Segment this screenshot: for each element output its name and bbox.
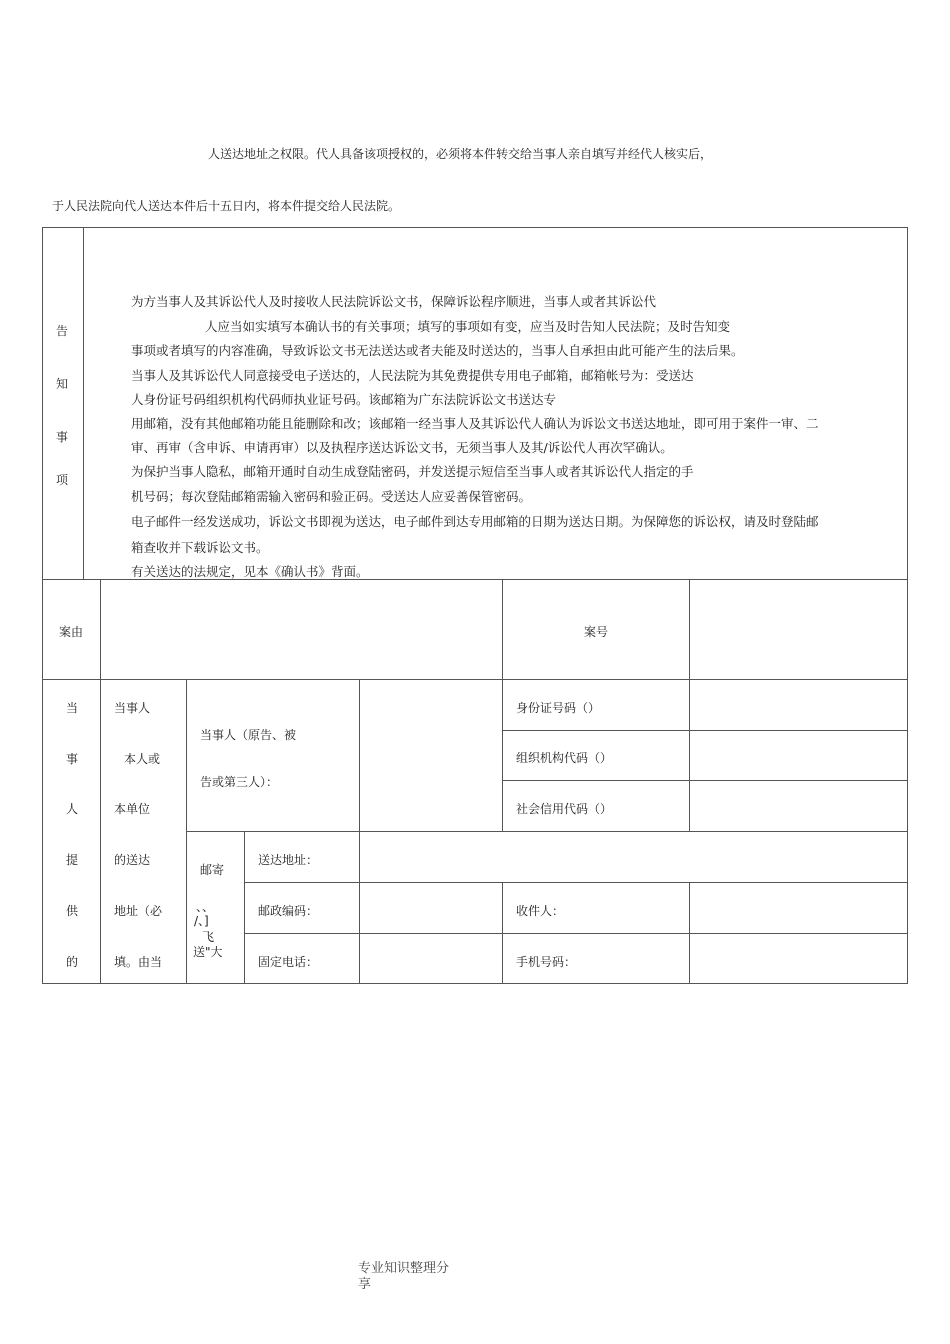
col-divider bbox=[100, 579, 101, 984]
mail-label-line: /、] bbox=[194, 914, 209, 928]
notice-line: 箱查收并下载诉讼文书。 bbox=[131, 540, 269, 555]
col-divider bbox=[244, 831, 245, 984]
party-desc-line: 当事人 bbox=[114, 701, 151, 715]
party-side-char: 事 bbox=[66, 752, 79, 766]
footer-line: 专业知识整理分 bbox=[358, 1261, 450, 1276]
footer-line: 享 bbox=[358, 1277, 372, 1292]
intro-line-2: 于人民法院向代人送达本件后十五日内，将本件提交给人民法院。 bbox=[52, 199, 401, 213]
notice-label-char: 知 bbox=[56, 377, 69, 391]
party-desc-line: 的送达 bbox=[114, 853, 151, 867]
party-name-label-line: 告或第三人）： bbox=[200, 775, 279, 789]
col-divider bbox=[186, 679, 187, 984]
col-divider bbox=[359, 831, 360, 984]
notice-label-char: 事 bbox=[56, 430, 69, 444]
col-divider bbox=[689, 579, 690, 832]
party-side-char: 的 bbox=[66, 955, 79, 969]
notice-label-char: 告 bbox=[56, 324, 69, 338]
mail-label-line: 邮寄 bbox=[200, 863, 225, 877]
landline-label: 固定电话： bbox=[258, 955, 319, 969]
notice-line: 机号码；每次登陆邮箱需输入密码和验正码。受送达人应妥善保管密码。 bbox=[131, 489, 532, 504]
address-label: 送达地址： bbox=[258, 853, 319, 867]
postal-code-label: 邮政编码： bbox=[258, 904, 319, 918]
mail-label-line: 飞 bbox=[202, 930, 215, 944]
col-divider bbox=[502, 882, 503, 984]
row-divider bbox=[502, 730, 908, 731]
party-side-char: 提 bbox=[66, 853, 79, 867]
row-divider bbox=[244, 882, 908, 883]
mobile-label: 手机号码： bbox=[516, 955, 577, 969]
notice-line: 为方当事人及其诉讼代人及时接收人民法院诉讼文书，保障诉讼程序顺进，当事人或者其诉讼代 bbox=[131, 294, 657, 309]
notice-line: 事项或者填写的内容准确，导致诉讼文书无法送达或者夫能及时送达的，当事人自承担由此可能产生的法后果。 bbox=[131, 343, 744, 358]
form-table-border bbox=[42, 579, 908, 984]
notice-line: 人应当如实填写本确认书的有关事项；填写的事项如有变，应当及时告知人民法院；及时告知变 bbox=[205, 319, 731, 334]
col-divider bbox=[502, 579, 503, 832]
intro-line-1: 人送达地址之权限。代人具备该项授权的，必须将本件转交给当事人亲自填写并经代人核实后， bbox=[208, 147, 713, 161]
row-divider bbox=[244, 933, 908, 934]
col-divider bbox=[689, 882, 690, 984]
notice-line: 电子邮件一经发送成功，诉讼文书即视为送达，电子邮件到达专用邮箱的日期为送达日期。为保障您的诉讼权，请及时登陆邮 bbox=[131, 514, 819, 529]
mail-label-line: 送"大 bbox=[193, 945, 223, 959]
org-code-label: 组织机构代码（） bbox=[516, 751, 613, 765]
notice-line: 为保护当事人隐私，邮箱开通时自动生成登陆密码，并发送提示短信至当事人或者其诉讼代人指定的手 bbox=[131, 464, 694, 479]
credit-code-label: 社会信用代码（） bbox=[516, 802, 613, 816]
notice-label-char: 项 bbox=[56, 473, 69, 487]
case-number-label: 案号 bbox=[584, 625, 609, 639]
party-name-label-line: 当事人（原告、被 bbox=[200, 728, 297, 742]
notice-line: 审、再审（含申诉、申请再审）以及执程序送达诉讼文书，无须当事人及其/诉讼代人再次罕确认。 bbox=[131, 440, 673, 455]
col-divider bbox=[359, 679, 360, 832]
notice-divider bbox=[83, 227, 84, 580]
notice-line: 人身份证号码组织机构代码师执业证号码。该邮箱为广东法院诉讼文书送达专 bbox=[131, 392, 557, 407]
row-divider bbox=[186, 831, 908, 832]
notice-line: 有关送达的法规定，见本《确认书》背面。 bbox=[131, 564, 369, 579]
party-desc-line: 地址（必 bbox=[114, 904, 163, 918]
case-cause-label: 案由 bbox=[59, 625, 84, 639]
party-side-char: 供 bbox=[66, 904, 79, 918]
party-side-char: 当 bbox=[66, 701, 79, 715]
party-desc-line: 本人或 bbox=[124, 752, 161, 766]
party-desc-line: 本单位 bbox=[114, 802, 151, 816]
id-card-label: 身份证号码（） bbox=[516, 701, 601, 715]
notice-line: 当事人及其诉讼代人同意接受电子送达的，人民法院为其免费提供专用电子邮箱，邮箱帐号为：受送达 bbox=[131, 368, 694, 383]
row-divider bbox=[502, 780, 908, 781]
notice-line: 用邮箱，没有其他邮箱功能且能删除和改；该邮箱一经当事人及其诉讼代人确认为诉讼文书送达地址，即可用于案件一审、二 bbox=[131, 416, 819, 431]
mail-label-line: 、、 bbox=[196, 900, 215, 914]
party-desc-line: 填。由当 bbox=[114, 955, 163, 969]
party-side-char: 人 bbox=[66, 802, 79, 816]
row-divider bbox=[42, 679, 908, 680]
recipient-label: 收件人： bbox=[516, 904, 565, 918]
